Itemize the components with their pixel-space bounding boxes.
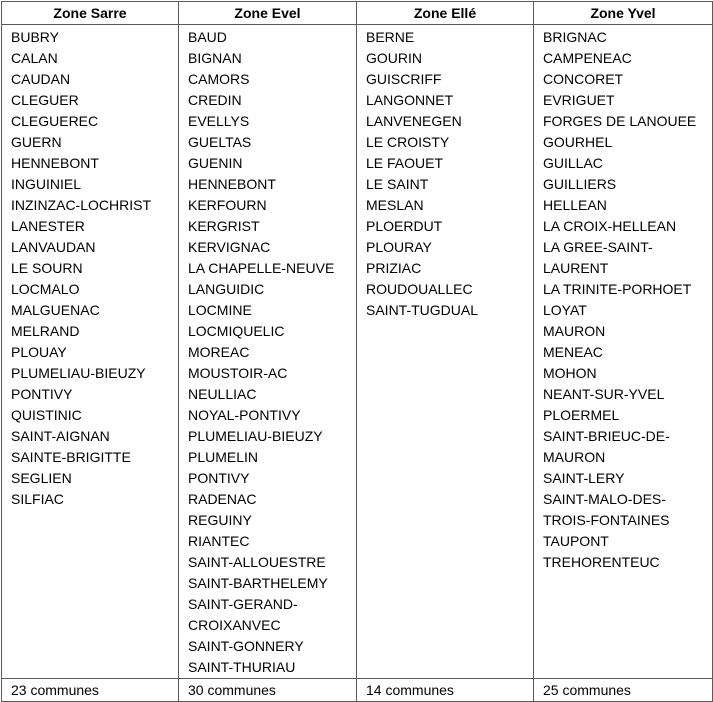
commune-item: CLEGUEREC (11, 113, 99, 129)
header-zone-sarre: Zone Sarre (2, 2, 179, 25)
column-zone-evel (179, 25, 357, 679)
commune-item: LANVENEGEN (366, 113, 462, 129)
commune-item: LOYAT (543, 302, 587, 318)
commune-item: INGUINIEL (11, 176, 82, 192)
commune-item: SAINT-GERAND- (188, 596, 298, 612)
commune-item: TAUPONT (543, 533, 609, 549)
total-zone-elle: 14 communes (357, 679, 534, 702)
commune-item: PONTIVY (11, 386, 73, 402)
total-zone-evel: 30 communes (179, 679, 357, 702)
commune-item: LANGUIDIC (188, 281, 265, 297)
commune-item: HENNEBONT (11, 155, 99, 171)
commune-item: LAURENT (543, 260, 609, 276)
commune-item: TREHORENTEUC (543, 554, 660, 570)
commune-item: CONCORET (543, 71, 624, 87)
commune-item: BAUD (188, 29, 227, 45)
commune-item: LOCMALO (11, 281, 80, 297)
commune-item: TROIS-FONTAINES (543, 512, 670, 528)
commune-item: BERNE (366, 29, 415, 45)
header-zone-elle: Zone Ellé (357, 2, 534, 25)
column-zone-elle (357, 25, 534, 679)
commune-item: EVELLYS (188, 113, 250, 129)
commune-item: HELLEAN (543, 197, 607, 213)
commune-item: NEANT-SUR-YVEL (543, 386, 665, 402)
commune-item: REGUINY (188, 512, 252, 528)
commune-item: PLUMELIN (188, 449, 259, 465)
commune-item: LE SOURN (11, 260, 83, 276)
commune-item: RADENAC (188, 491, 257, 507)
commune-item: KERGRIST (188, 218, 260, 234)
commune-item: LA TRINITE-PORHOET (543, 281, 692, 297)
column-zone-yvel (534, 25, 713, 679)
commune-item: LA CHAPELLE-NEUVE (188, 260, 335, 276)
totals-row (2, 679, 713, 702)
commune-item: SAINT-GONNERY (188, 638, 304, 654)
commune-item: GUELTAS (188, 134, 252, 150)
commune-item: LE SAINT (366, 176, 429, 192)
commune-item: SAINT-LERY (543, 470, 625, 486)
commune-item: LOCMINE (188, 302, 252, 318)
commune-item: PLOURAY (366, 239, 432, 255)
commune-item: INZINZAC-LOCHRIST (11, 197, 151, 213)
commune-item: SAINT-MALO-DES- (543, 491, 666, 507)
commune-item: NOYAL-PONTIVY (188, 407, 301, 423)
commune-item: SAINT-ALLOUESTRE (188, 554, 326, 570)
commune-item: BRIGNAC (543, 29, 607, 45)
zones-table (1, 1, 713, 702)
commune-item: RIANTEC (188, 533, 250, 549)
commune-item: PONTIVY (188, 470, 250, 486)
commune-item: SAINT-BRIEUC-DE- (543, 428, 670, 444)
commune-item: GOURIN (366, 50, 422, 66)
commune-item: SAINT-THURIAU (188, 659, 296, 675)
commune-item: KERFOURN (188, 197, 267, 213)
commune-item: SEGLIEN (11, 470, 72, 486)
commune-item: ROUDOUALLEC (366, 281, 473, 297)
commune-item: GUISCRIFF (366, 71, 442, 87)
header-zone-yvel: Zone Yvel (534, 2, 713, 25)
commune-item: PRIZIAC (366, 260, 422, 276)
commune-item: BIGNAN (188, 50, 242, 66)
commune-item: PLOUAY (11, 344, 67, 360)
commune-item: HENNEBONT (188, 176, 276, 192)
commune-item: MOREAC (188, 344, 250, 360)
commune-item: CALAN (11, 50, 58, 66)
header-zone-evel: Zone Evel (179, 2, 357, 25)
commune-item: SILFIAC (11, 491, 64, 507)
commune-item: GOURHEL (543, 134, 613, 150)
commune-item: PLOERMEL (543, 407, 620, 423)
commune-item: LE FAOUET (366, 155, 444, 171)
commune-item: MAURON (543, 449, 606, 465)
total-zone-yvel: 25 communes (534, 679, 713, 702)
commune-item: QUISTINIC (11, 407, 82, 423)
column-zone-sarre (2, 25, 179, 679)
total-zone-sarre: 23 communes (2, 679, 179, 702)
commune-item: MOHON (543, 365, 597, 381)
commune-item: KERVIGNAC (188, 239, 271, 255)
commune-item: FORGES DE LANOUEE (543, 113, 697, 129)
commune-item: GUENIN (188, 155, 243, 171)
commune-item: CREDIN (188, 92, 242, 108)
commune-item: GUERN (11, 134, 62, 150)
commune-item: CLEGUER (11, 92, 79, 108)
commune-item: SAINT-BARTHELEMY (188, 575, 328, 591)
commune-item: CAMORS (188, 71, 250, 87)
commune-item: PLOERDUT (366, 218, 443, 234)
commune-item: MAURON (543, 323, 606, 339)
commune-item: CAUDAN (11, 71, 71, 87)
commune-item: MESLAN (366, 197, 424, 213)
commune-item: MELRAND (11, 323, 80, 339)
commune-item: MENEAC (543, 344, 603, 360)
commune-item: MALGUENAC (11, 302, 100, 318)
commune-item: CAMPENEAC (543, 50, 632, 66)
commune-item: PLUMELIAU-BIEUZY (188, 428, 323, 444)
commune-item: SAINTE-BRIGITTE (11, 449, 131, 465)
commune-item: LOCMIQUELIC (188, 323, 285, 339)
commune-item: CROIXANVEC (188, 617, 281, 633)
commune-item: GUILLAC (543, 155, 603, 171)
commune-item: LANVAUDAN (11, 239, 96, 255)
commune-item: LA GREE-SAINT- (543, 239, 653, 255)
communes-row (2, 25, 713, 679)
commune-item: EVRIGUET (543, 92, 615, 108)
commune-item: NEULLIAC (188, 386, 257, 402)
commune-item: PLUMELIAU-BIEUZY (11, 365, 146, 381)
header-row (2, 2, 713, 25)
commune-item: MOUSTOIR-AC (188, 365, 288, 381)
commune-item: BUBRY (11, 29, 59, 45)
commune-item: SAINT-AIGNAN (11, 428, 110, 444)
commune-item: LA CROIX-HELLEAN (543, 218, 677, 234)
commune-item: SAINT-TUGDUAL (366, 302, 479, 318)
commune-item: LANGONNET (366, 92, 454, 108)
commune-item: LANESTER (11, 218, 85, 234)
commune-item: LE CROISTY (366, 134, 450, 150)
commune-item: GUILLIERS (543, 176, 617, 192)
